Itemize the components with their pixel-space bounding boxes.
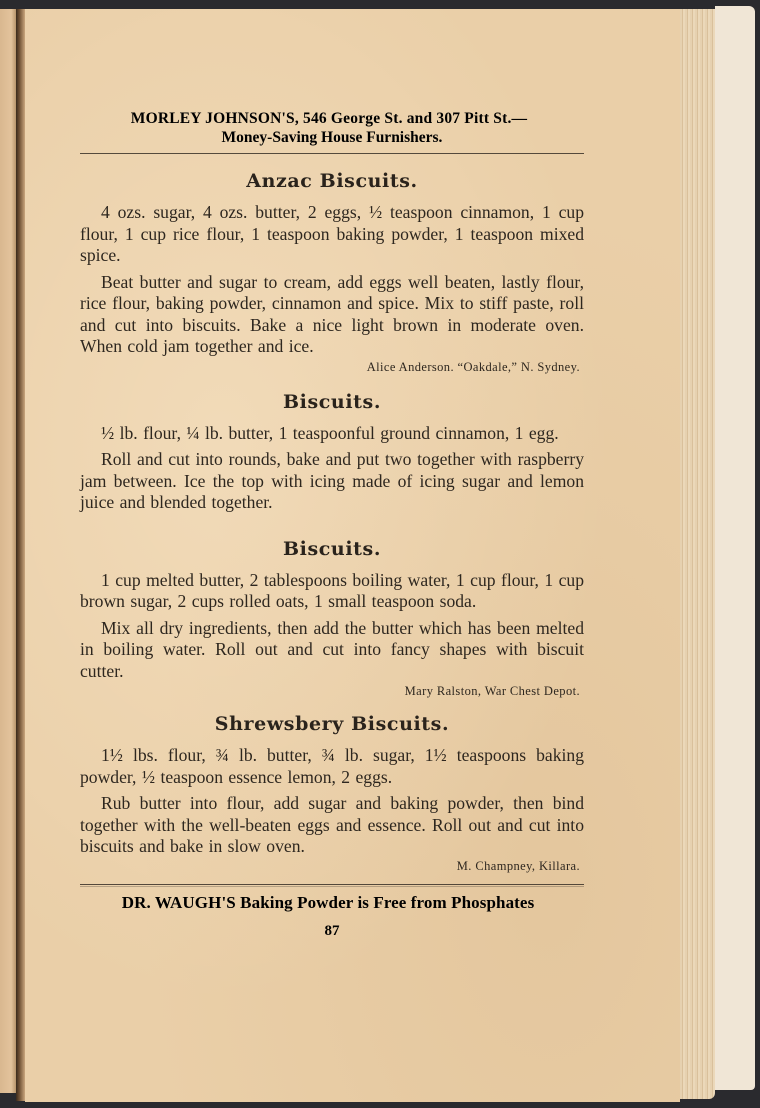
- book-back-cover: [715, 6, 755, 1090]
- recipe-title: Biscuits.: [282, 537, 382, 560]
- page-header: [80, 110, 584, 154]
- header-divider: [80, 153, 584, 154]
- recipe-ingredients: 1 cup melted butter, 2 tablespoons boiling water, 1 cup flour, 1 cup brown sugar, 2 cups rolled oats, 1 small teaspoon soda.: [80, 569, 584, 611]
- header-advert-line-2: Money-Saving House Furnishers.: [221, 129, 443, 146]
- page-number: 87: [324, 922, 340, 939]
- recipe-attribution: Mary Ralston, War Chest Depot.: [404, 684, 580, 698]
- header-advert-line-1: MORLEY JOHNSON'S, 546 George St. and 307 Pitt St.—: [130, 110, 528, 127]
- facing-page-edge: [0, 9, 16, 1093]
- recipe-biscuits-2: [80, 538, 584, 700]
- recipe-attribution: M. Champney, Killara.: [456, 858, 580, 873]
- recipe-anzac-biscuits: [80, 170, 584, 375]
- footer-divider: [80, 884, 584, 885]
- footer-advert: DR. WAUGH'S Baking Powder is Free from Phosphates: [121, 892, 535, 912]
- recipe-biscuits-1: [80, 391, 584, 514]
- page-content: [80, 110, 584, 940]
- recipe-title: Shrewsbery Biscuits.: [214, 713, 450, 735]
- recipe-ingredients: ½ lb. flour, ¼ lb. butter, 1 teaspoonful ground cinnamon, 1 egg.: [101, 422, 559, 443]
- recipe-method: Beat butter and sugar to cream, add eggs well beaten, lastly flour, rice flour, baking powder, cinnamon and spice. Mix to stiff paste, roll and cut into biscuits. Bake a nice light brown in moderate oven. When cold jam together and ice.: [80, 271, 584, 356]
- page-edges-stack: [680, 9, 715, 1099]
- recipe-title: Biscuits.: [282, 390, 382, 413]
- page-footer: [80, 884, 584, 940]
- recipe-ingredients: 1½ lbs. flour, ¾ lb. butter, ¾ lb. sugar, 1½ teaspoons baking powder, ½ teaspoon essence lemon, 2 eggs.: [80, 745, 584, 787]
- recipe-title: Anzac Biscuits.: [246, 170, 418, 192]
- book-gutter: [16, 9, 25, 1101]
- recipe-ingredients: 4 ozs. sugar, 4 ozs. butter, 2 eggs, ½ teaspoon cinnamon, 1 cup flour, 1 cup rice flour, 1 teaspoon baking powder, 1 teaspoon mixed spice.: [80, 202, 584, 265]
- recipe-method: Rub butter into flour, add sugar and baking powder, then bind together with the well-beaten eggs and essence. Roll out and cut into biscuits and bake in slow oven.: [80, 793, 584, 856]
- recipe-method: Roll and cut into rounds, bake and put two together with raspberry jam between. Ice the top with icing made of icing sugar and lemon juice and blended together.: [80, 449, 584, 512]
- recipe-shrewsbery-biscuits: [80, 713, 584, 874]
- recipe-attribution: Alice Anderson. “Oakdale,” N. Sydney.: [366, 359, 580, 374]
- recipe-method: Mix all dry ingredients, then add the butter which has been melted in boiling water. Roll out and cut into fancy shapes with biscuit cutter.: [80, 617, 584, 681]
